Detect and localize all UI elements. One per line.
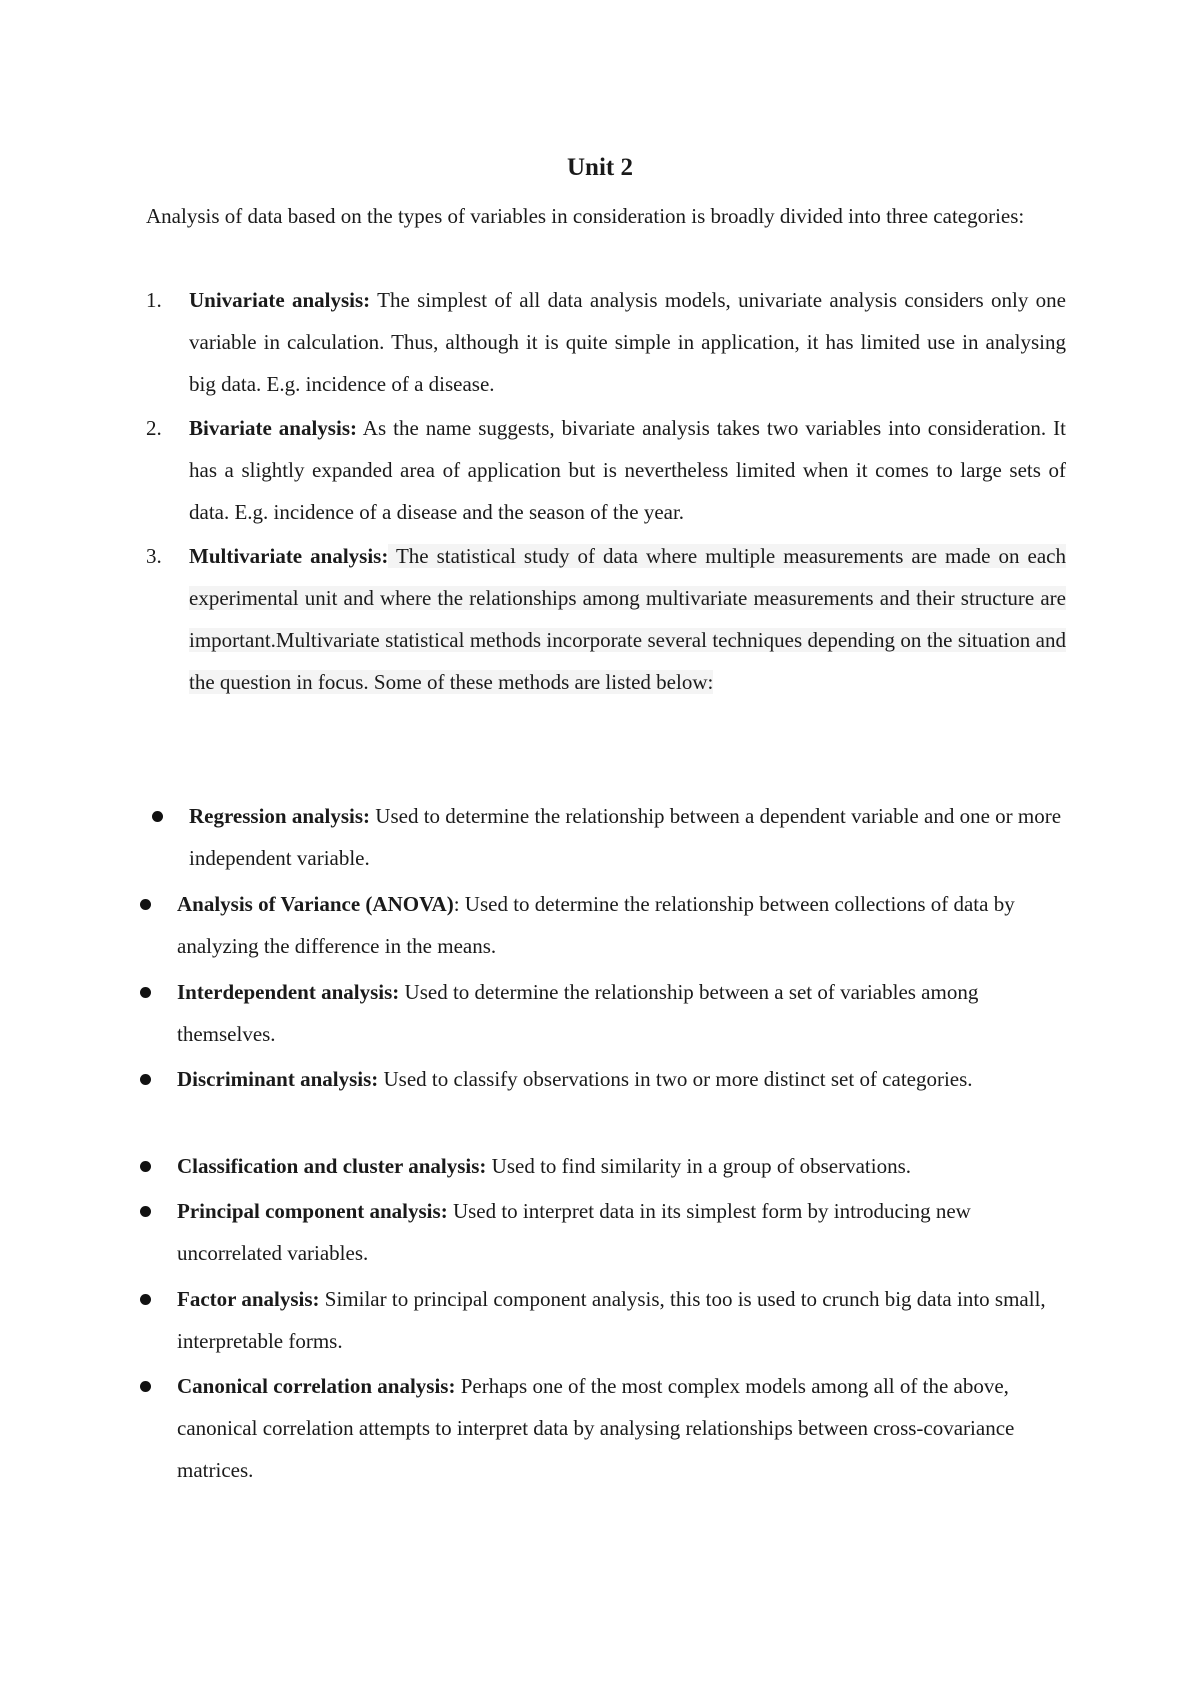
- bullet-body: [177, 1145, 1060, 1187]
- bullet-term: Principal component analysis:: [177, 1199, 448, 1223]
- item-number: 2.: [146, 416, 162, 440]
- numbered-item-bivariate: [146, 407, 1066, 533]
- bullet-item-canonical: [140, 1365, 1060, 1491]
- numbered-item-multivariate: [146, 535, 1066, 703]
- bullet-text: : Used to determine the relationship between collections of data by analyzing the difference in the means.: [177, 892, 1015, 958]
- bullet-term: Canonical correlation analysis:: [177, 1374, 456, 1398]
- bullet-body: [177, 1365, 1060, 1491]
- item-body: [189, 279, 1066, 405]
- bullet-item-factor: [140, 1278, 1060, 1362]
- bullet-term: Interdependent analysis:: [177, 980, 400, 1004]
- bullet-icon: [140, 899, 151, 910]
- item-body: [189, 407, 1066, 533]
- bullet-text: Used to classify observations in two or more distinct set of categories.: [378, 1067, 973, 1091]
- bullet-term: Classification and cluster analysis:: [177, 1154, 487, 1178]
- item-text: The statistical study of data where multiple measurements are made on each experimental unit and where the relationships among multivariate measurements and their structure are important.Multivariate statistical methods incorporate several techniques depending on the situation and the question in focus. Some of these methods are listed below:: [189, 544, 1066, 694]
- bullet-body: [177, 883, 1060, 967]
- bullet-body: [177, 1278, 1060, 1362]
- bullet-icon: [140, 1381, 151, 1392]
- bullet-icon: [140, 987, 151, 998]
- bullet-text: Used to determine the relationship between a set of variables among themselves.: [177, 980, 979, 1046]
- bullet-item-interdependent: [140, 971, 1060, 1055]
- item-term: Bivariate analysis:: [189, 416, 357, 440]
- bullet-text: Used to determine the relationship between a dependent variable and one or more independent variable.: [189, 804, 1062, 870]
- bullet-term: Factor analysis:: [177, 1287, 320, 1311]
- page-title: Unit 2: [567, 154, 633, 181]
- item-number: 3.: [146, 544, 162, 568]
- item-body: [189, 535, 1066, 703]
- bullet-text: Perhaps one of the most complex models among all of the above, canonical correlation attempts to interpret data by analysing relationships between cross-covariance matrices.: [177, 1374, 1015, 1482]
- bullet-text: Used to interpret data in its simplest form by introducing new uncorrelated variables.: [177, 1199, 971, 1265]
- bullet-icon: [140, 1074, 151, 1085]
- bullet-icon: [152, 811, 163, 822]
- item-number: 1.: [146, 288, 162, 312]
- item-text: The simplest of all data analysis models, univariate analysis considers only one variable in calculation. Thus, although it is quite simple in application, it has limited use in analysing big data. E.g. incidence of a disease.: [189, 288, 1066, 396]
- bullet-term: Discriminant analysis:: [177, 1067, 379, 1091]
- item-term: Multivariate analysis:: [189, 544, 389, 568]
- bullet-body: [189, 795, 1066, 879]
- bullet-item-principal-component: [140, 1190, 1060, 1274]
- item-text: As the name suggests, bivariate analysis takes two variables into consideration. It has a slightly expanded area of application but is nevertheless limited when it comes to large sets of data. E.g. incidence of a disease and the season of the year.: [189, 416, 1066, 524]
- bullet-icon: [140, 1294, 151, 1305]
- bullet-item-anova: [140, 883, 1060, 967]
- bullet-icon: [140, 1206, 151, 1217]
- bullet-text: Similar to principal component analysis, this too is used to crunch big data into small, interpretable forms.: [177, 1287, 1046, 1353]
- intro-paragraph: Analysis of data based on the types of variables in consideration is broadly divided into three categories:: [146, 204, 1025, 228]
- bullet-body: [177, 1058, 1060, 1100]
- bullet-item-regression: [152, 795, 1066, 879]
- bullet-item-discriminant: [140, 1058, 1060, 1100]
- item-term: Univariate analysis:: [189, 288, 371, 312]
- numbered-item-univariate: [146, 279, 1066, 405]
- bullet-body: [177, 1190, 1060, 1274]
- bullet-text: Used to find similarity in a group of observations.: [486, 1154, 912, 1178]
- bullet-term: Analysis of Variance (ANOVA): [177, 892, 454, 916]
- bullet-item-cluster: [140, 1145, 1060, 1187]
- bullet-term: Regression analysis:: [189, 804, 371, 828]
- bullet-icon: [140, 1161, 151, 1172]
- bullet-body: [177, 971, 1060, 1055]
